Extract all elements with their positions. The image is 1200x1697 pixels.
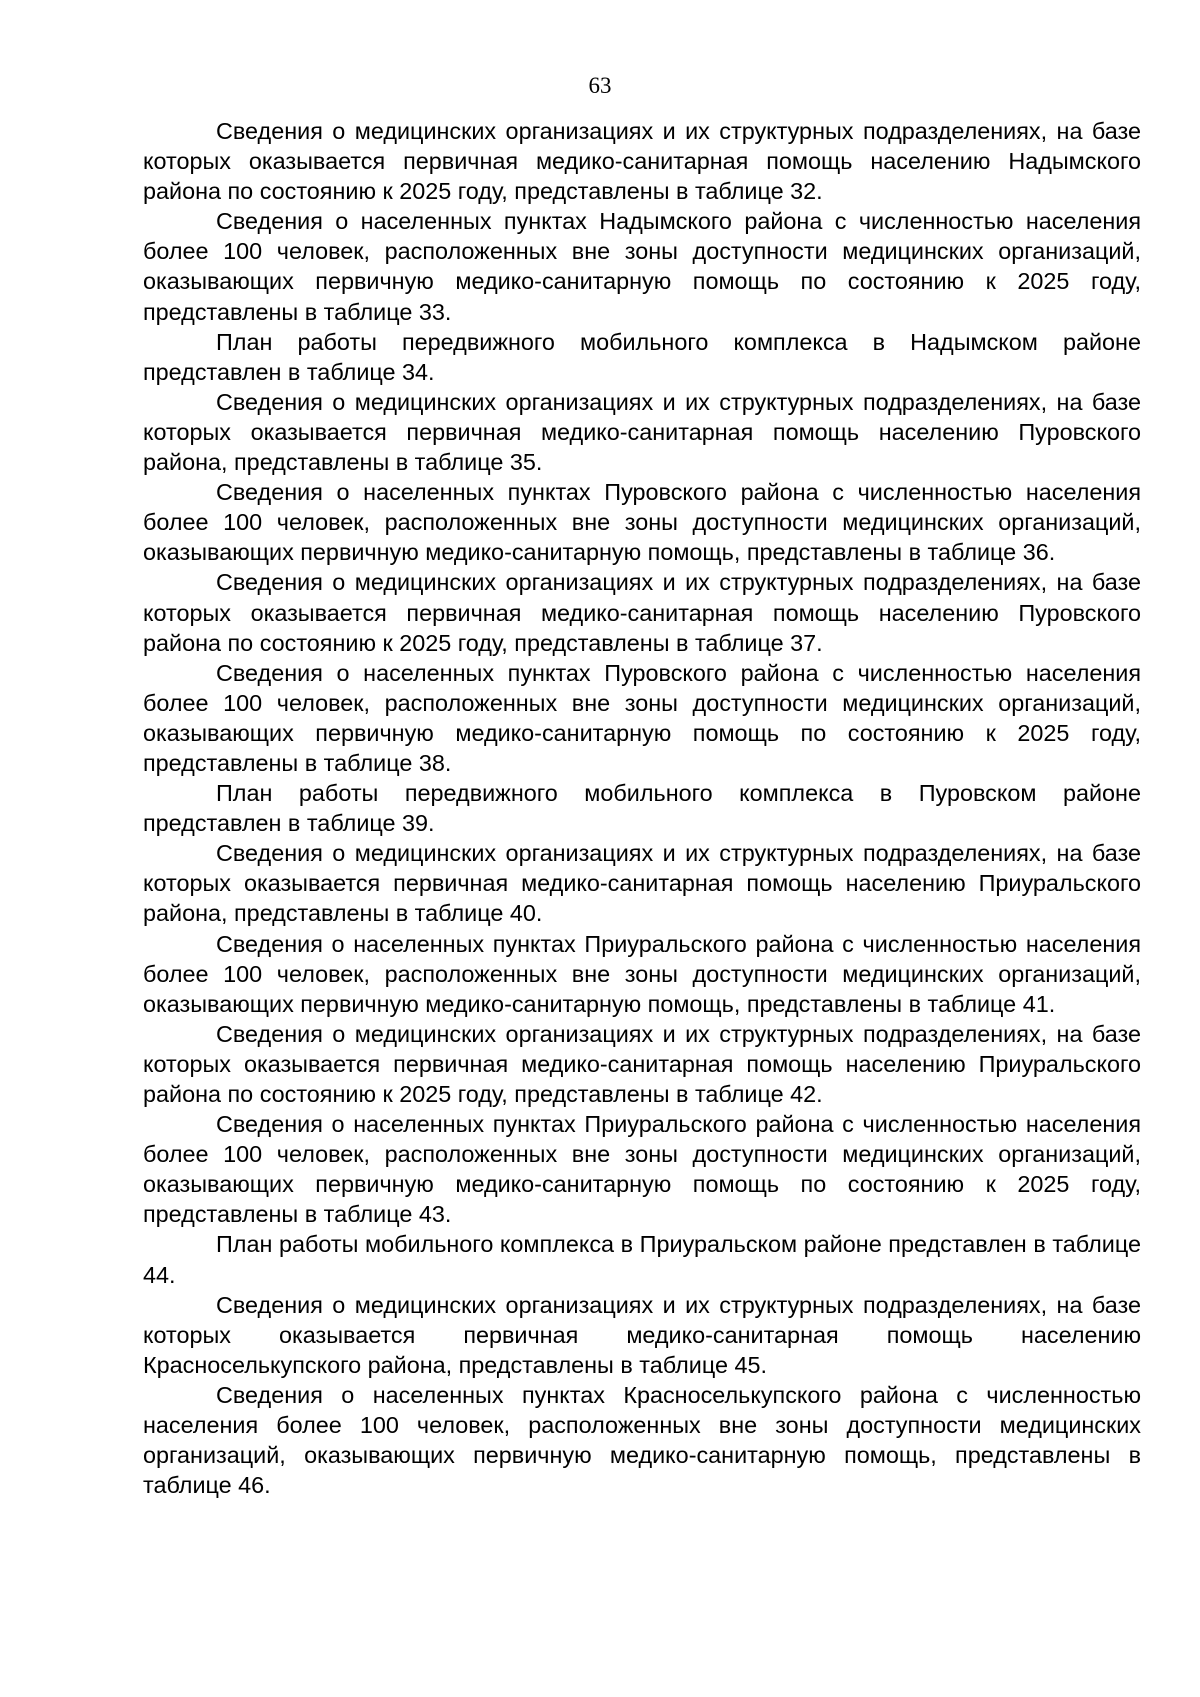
paragraph: Сведения о медицинских организациях и их структурных подразделениях, на базе которых оказывается первичная медико-санитарная помощь населению Пуровского района по состоянию к 2025 году, представлены в таблице 37. bbox=[143, 569, 1141, 656]
paragraph: Сведения о населенных пунктах Пуровского района с численностью населения более 100 человек, расположенных вне зоны доступности медицинских организаций, оказывающих первичную медико-санитарную помощь по состоянию к 2025 году, представлены в таблице 38. bbox=[143, 659, 1141, 776]
paragraph: Сведения о населенных пунктах Надымского района с численностью населения более 100 человек, расположенных вне зоны доступности медицинских организаций, оказывающих первичную медико-санитарную помощь по состоянию к 2025 году, представлены в таблице 33. bbox=[143, 208, 1141, 325]
paragraph: План работы передвижного мобильного комплекса в Надымском районе представлен в таблице 34. bbox=[143, 328, 1141, 385]
paragraph: Сведения о медицинских организациях и их структурных подразделениях, на базе которых оказывается первичная медико-санитарная помощь населению Приуральского района по состоянию к 2025 году, представлены в таблице 42. bbox=[143, 1020, 1141, 1107]
paragraph: Сведения о медицинских организациях и их структурных подразделениях, на базе которых оказывается первичная медико-санитарная помощь населению Пуровского района, представлены в таблице 35. bbox=[143, 388, 1141, 476]
paragraph: План работы мобильного комплекса в Приуральском районе представлен в таблице 44. bbox=[143, 1231, 1141, 1288]
paragraph: Сведения о населенных пунктах Пуровского района с численностью населения более 100 человек, расположенных вне зоны доступности медицинских организаций, оказывающих первичную медико-санитарную помощь, представлены в таблице 36. bbox=[143, 479, 1141, 566]
paragraph: Сведения о населенных пунктах Красноселькупского района с численностью населения более 100 человек, расположенных вне зоны доступности медицинских организаций, оказывающих первичную медико-санитарную помощь, представлены в таблице 46. bbox=[143, 1381, 1141, 1499]
paragraph: Сведения о населенных пунктах Приуральского района с численностью населения более 100 человек, расположенных вне зоны доступности медицинских организаций, оказывающих первичную медико-санитарную помощь по состоянию к 2025 году, представлены в таблице 43. bbox=[143, 1111, 1141, 1228]
page-number: 63 bbox=[588, 73, 612, 98]
paragraph: Сведения о медицинских организациях и их структурных подразделениях, на базе которых оказывается первичная медико-санитарная помощь населению Приуральского района, представлены в таблице 40. bbox=[143, 840, 1141, 927]
paragraph: Сведения о медицинских организациях и их структурных подразделениях, на базе которых оказывается первичная медико-санитарная помощь населению Красноселькупского района, представлены в таблице 45. bbox=[143, 1291, 1141, 1378]
paragraph: Сведения о медицинских организациях и их структурных подразделениях, на базе которых оказывается первичная медико-санитарная помощь населению Надымского района по состоянию к 2025 году, представлены в таблице 32. bbox=[143, 118, 1141, 205]
paragraph: План работы передвижного мобильного комплекса в Пуровском районе представлен в таблице 39. bbox=[143, 780, 1141, 837]
paragraph: Сведения о населенных пунктах Приуральского района с численностью населения более 100 человек, расположенных вне зоны доступности медицинских организаций, оказывающих первичную медико-санитарную помощь, представлены в таблице 41. bbox=[143, 930, 1141, 1017]
document-body bbox=[143, 116, 1141, 1500]
